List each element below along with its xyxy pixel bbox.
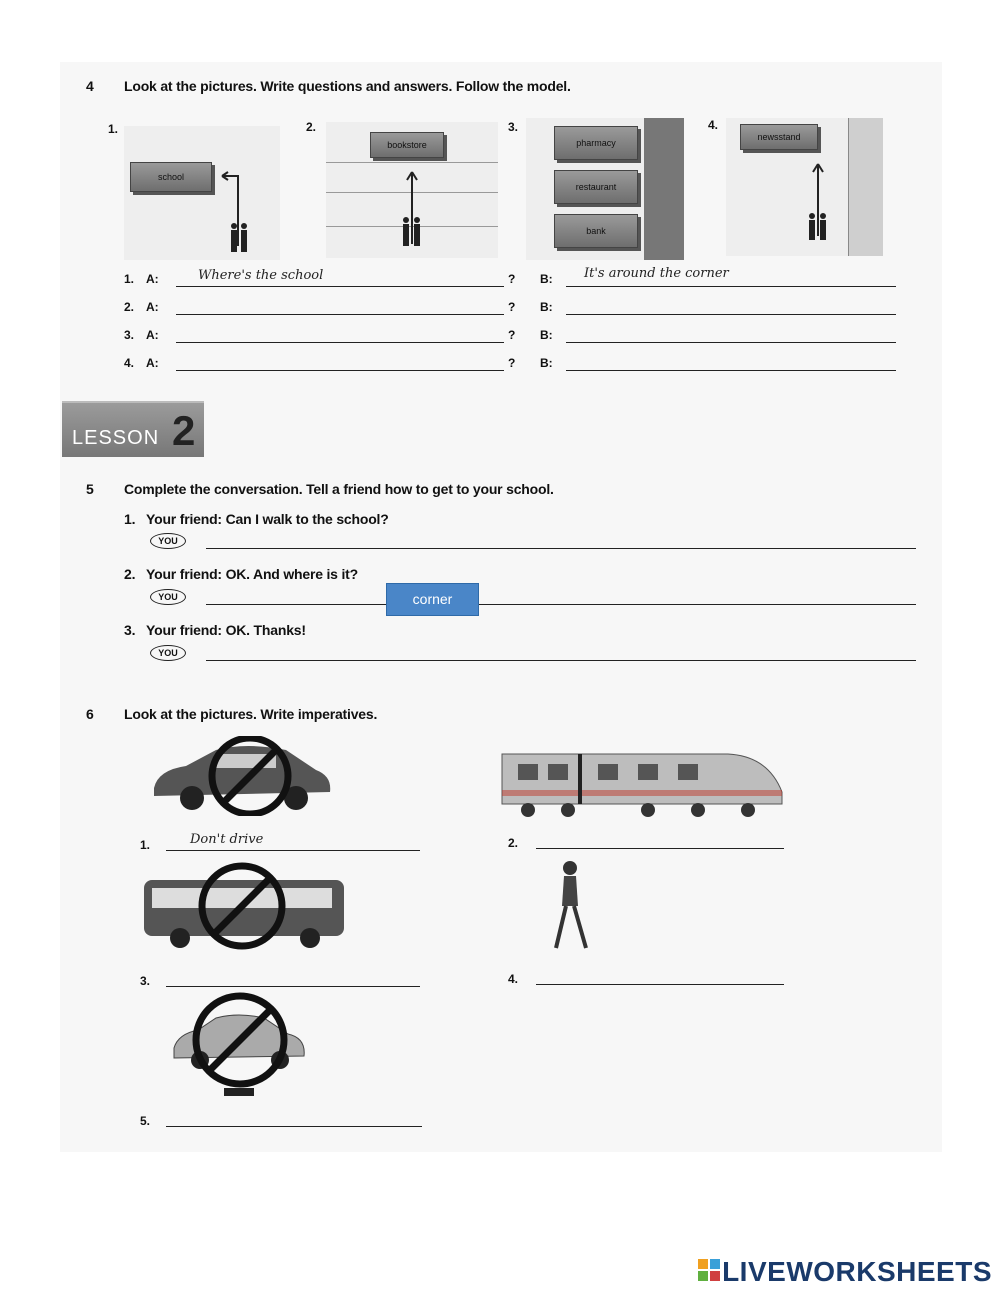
exercise-6-number: 6 — [86, 706, 94, 722]
conversation-item-text: Your friend: OK. Thanks! — [146, 622, 306, 638]
you-badge: YOU — [150, 645, 186, 661]
sign-bookstore: bookstore — [370, 132, 444, 158]
sign-pharmacy: pharmacy — [554, 126, 638, 160]
conversation-item-number: 1. — [124, 511, 136, 527]
question-mark: ? — [508, 328, 516, 342]
row-number: 3. — [124, 328, 135, 342]
picture-number: 4. — [708, 118, 719, 132]
conversation-item-text: Your friend: Can I walk to the school? — [146, 511, 389, 527]
imperative-number: 4. — [508, 972, 519, 986]
imperative-answer-line[interactable] — [536, 984, 784, 985]
people-arrow-icon — [392, 162, 432, 256]
b-label: B: — [540, 356, 553, 370]
picture-number: 3. — [508, 120, 519, 134]
a-label: A: — [146, 272, 159, 286]
people-arrow-icon — [800, 152, 840, 252]
imperative-answer-line[interactable] — [166, 850, 420, 851]
row-number: 4. — [124, 356, 135, 370]
b-label: B: — [540, 300, 553, 314]
answer-line[interactable] — [566, 314, 896, 315]
conversation-answer-line[interactable] — [206, 548, 916, 549]
walking-woman-icon — [538, 858, 598, 958]
you-badge: YOU — [150, 589, 186, 605]
lesson-banner — [62, 401, 204, 457]
train-icon — [498, 742, 786, 820]
question-line[interactable] — [176, 286, 504, 287]
no-car-icon — [146, 736, 336, 816]
conversation-item-number: 2. — [124, 566, 136, 582]
question-mark: ? — [508, 300, 516, 314]
conversation-answer-line[interactable] — [206, 604, 916, 605]
lesson-word: LESSON — [72, 427, 160, 449]
question-mark: ? — [508, 356, 516, 370]
exercise-5-number: 5 — [86, 481, 94, 497]
lesson-number: 2 — [172, 407, 196, 454]
sign-restaurant: restaurant — [554, 170, 638, 204]
you-badge: YOU — [150, 533, 186, 549]
exercise-4-instruction: Look at the pictures. Write questions and answers. Follow the model. — [124, 78, 571, 94]
exercise-5-instruction: Complete the conversation. Tell a friend how to get to your school. — [124, 481, 554, 497]
answer-text: It's around the corner — [584, 266, 729, 281]
question-line[interactable] — [176, 314, 504, 315]
a-label: A: — [146, 300, 159, 314]
exercise-4-number: 4 — [86, 78, 94, 94]
imperative-answer-line[interactable] — [536, 848, 784, 849]
row-number: 2. — [124, 300, 135, 314]
a-label: A: — [146, 328, 159, 342]
sign-school: school — [130, 162, 212, 192]
imperative-answer-line[interactable] — [166, 986, 420, 987]
answer-line[interactable] — [566, 370, 896, 371]
conversation-item-number: 3. — [124, 622, 136, 638]
b-label: B: — [540, 272, 553, 286]
imperative-answer: Don't drive — [190, 832, 264, 847]
b-label: B: — [540, 328, 553, 342]
sign-bank: bank — [554, 214, 638, 248]
row-number: 1. — [124, 272, 135, 286]
answer-drop-box[interactable]: corner — [386, 583, 479, 616]
imperative-number: 3. — [140, 974, 151, 988]
imperative-answer-line[interactable] — [166, 1126, 422, 1127]
exercise-6-instruction: Look at the pictures. Write imperatives. — [124, 706, 378, 722]
question-answer: Where's the school — [198, 268, 324, 283]
imperative-number: 1. — [140, 838, 151, 852]
question-mark: ? — [508, 272, 516, 286]
answer-line[interactable] — [566, 342, 896, 343]
street-signs-picture — [526, 118, 684, 260]
school-picture — [124, 126, 280, 260]
conversation-answer-line[interactable] — [206, 660, 916, 661]
question-line[interactable] — [176, 342, 504, 343]
newsstand-picture — [726, 118, 882, 256]
bookstore-picture — [326, 122, 498, 258]
sign-newsstand: newsstand — [740, 124, 818, 150]
picture-number: 2. — [306, 120, 317, 134]
imperative-number: 5. — [140, 1114, 151, 1128]
question-line[interactable] — [176, 370, 504, 371]
imperative-number: 2. — [508, 836, 519, 850]
no-taxi-icon — [168, 990, 314, 1100]
answer-line[interactable] — [566, 286, 896, 287]
no-bus-icon — [140, 862, 350, 952]
liveworksheets-brand[interactable]: LIVEWORKSHEETS — [722, 1256, 992, 1287]
picture-number: 1. — [108, 122, 119, 136]
conversation-item-text: Your friend: OK. And where is it? — [146, 566, 358, 582]
people-arrow-icon — [216, 166, 266, 260]
a-label: A: — [146, 356, 159, 370]
liveworksheets-logo-icon — [698, 1259, 720, 1281]
